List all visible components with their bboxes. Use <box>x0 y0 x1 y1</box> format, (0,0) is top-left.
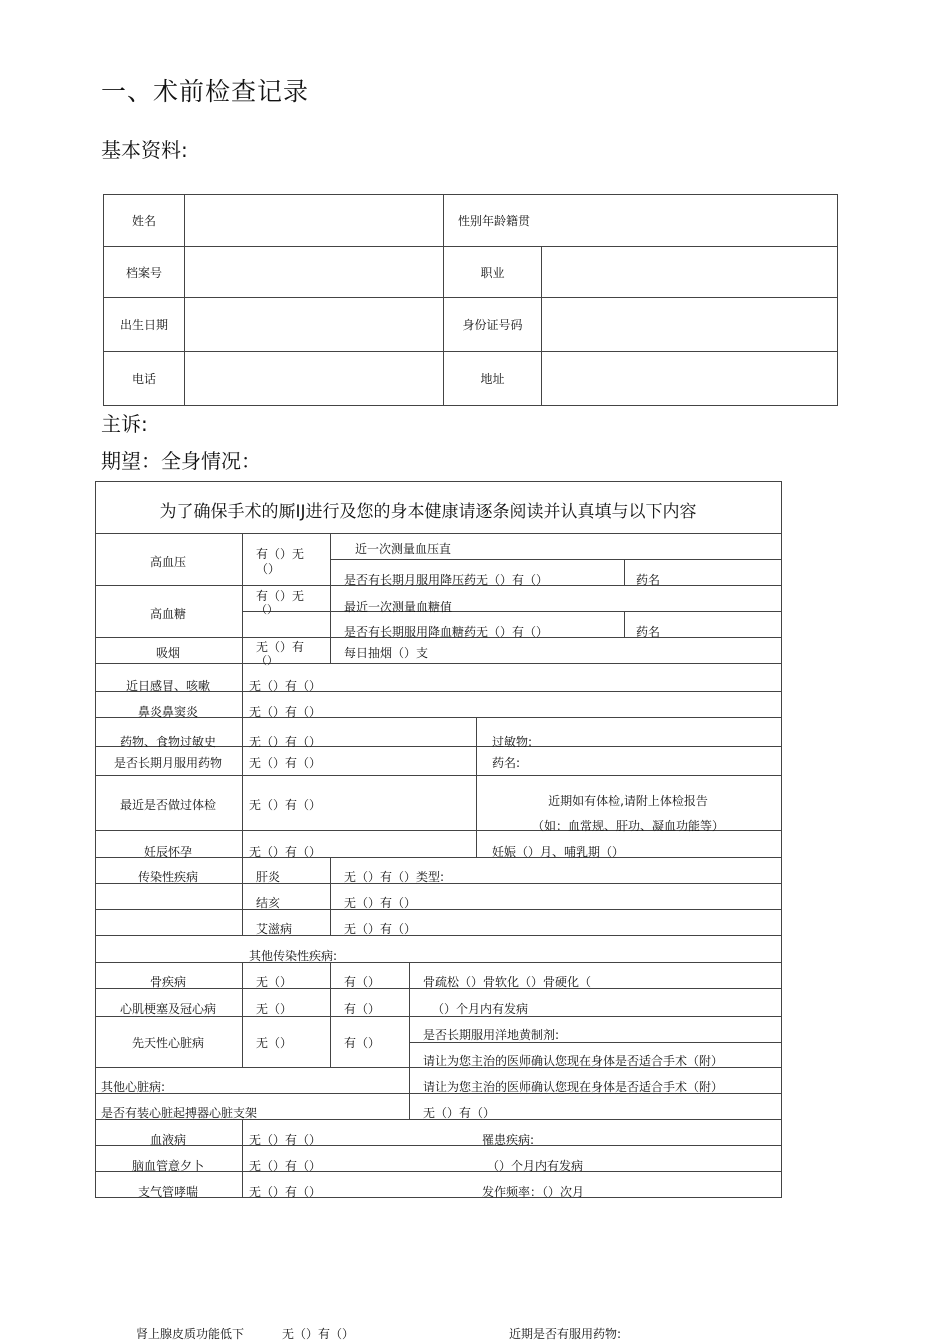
digitalis-label[interactable]: 是否长期服用洋地黄制剂: <box>423 1028 560 1042</box>
infectious-label: 传染性疾病 <box>137 870 199 884</box>
sugar-meds-label[interactable]: 是否有长期服用降血糖药无（）有（） <box>344 625 549 639</box>
bp-recent-label: 近一次测量血压直 <box>355 542 452 556</box>
phone-field[interactable] <box>185 352 444 406</box>
phone-label: 电话 <box>104 352 185 406</box>
recent-exam-label: 最近是否做过体检 <box>119 798 217 812</box>
hepatitis-label: 肝炎 <box>256 870 281 884</box>
sugar-recent-label: 最近一次测量血糖值 <box>344 600 453 614</box>
bp-meds-label[interactable]: 是否有长期月服用降压药无（）有（） <box>344 573 549 587</box>
occupation-field[interactable] <box>542 247 838 298</box>
pregnancy-label: 妊辰怀孕 <box>143 845 193 859</box>
confirm-note-1: 请让为您主治的医师确认您现在身体是否适合手术（附） <box>423 1054 724 1068</box>
chd-yes[interactable]: 有（） <box>344 1036 381 1050</box>
file-no-label: 档案号 <box>104 247 185 298</box>
cold-label: 近日感冒、咳嗽 <box>125 679 211 693</box>
pregnancy-detail[interactable]: 妊娠（）月、哺乳期（） <box>492 845 625 859</box>
tb-label: 结亥 <box>256 896 281 910</box>
suffer-label[interactable]: 罹患疾病: <box>482 1133 535 1147</box>
bone-detail[interactable]: 骨疏松（）骨软化（）骨硬化（ <box>423 975 592 989</box>
birth-date-field[interactable] <box>185 298 444 352</box>
asthma-yesno[interactable]: 无（）有（） <box>249 1185 322 1199</box>
cerebro-detail[interactable]: （）个月内有发病 <box>487 1159 584 1173</box>
blood-label: 血液病 <box>149 1133 187 1147</box>
basic-info-table <box>103 194 838 406</box>
tb-detail[interactable]: 无（）有（） <box>344 896 417 910</box>
address-field[interactable] <box>542 352 838 406</box>
diabetes-paren[interactable]: （） <box>256 603 278 616</box>
smoking-label: 吸烟 <box>155 646 181 660</box>
chd-no[interactable]: 无（） <box>256 1036 293 1050</box>
chief-complaint-label: 主诉: <box>101 412 148 436</box>
page-title: 一、术前检查记录 <box>101 77 310 106</box>
sugar-drug-name-label: 药名 <box>636 625 661 639</box>
allergen-label: 过敏物: <box>492 735 533 749</box>
cerebro-label: 脑血管意夕卜 <box>131 1159 205 1173</box>
bone-yes[interactable]: 有（） <box>344 975 381 989</box>
bone-no[interactable]: 无（） <box>256 975 293 989</box>
other-heart-label[interactable]: 其他心脏病: <box>101 1080 166 1094</box>
hepatitis-detail[interactable]: 无（）有（）类型: <box>344 870 445 884</box>
aids-label: 艾滋病 <box>256 922 293 936</box>
hypertension-label: 高血压 <box>149 555 187 569</box>
gender-age-origin-label: 性别年龄籍贯 <box>444 195 838 247</box>
asthma-label: 支气管哮喘 <box>137 1185 199 1199</box>
asthma-frequency[interactable]: 发作频率：（）次月 <box>482 1185 585 1199</box>
smoking-yesno[interactable]: 无（）有 <box>256 640 305 654</box>
bp-drug-name-label: 药名 <box>636 573 661 587</box>
rhinitis-label: 鼻炎鼻窦炎 <box>137 705 199 719</box>
recent-meds-label[interactable]: 近期是否有服用药物: <box>509 1327 622 1341</box>
id-no-label: 身份证号码 <box>444 298 542 352</box>
file-no-field[interactable] <box>185 247 444 298</box>
smoke-daily-label[interactable]: 每日抽烟（）支 <box>344 646 429 660</box>
adrenal-yesno[interactable]: 无（）有（） <box>282 1327 355 1341</box>
cold-yesno[interactable]: 无（）有（） <box>249 679 322 693</box>
hypertension-yesno[interactable]: 有（）无 <box>256 547 305 561</box>
chd-label: 先天性心脏病 <box>131 1036 205 1050</box>
name-field[interactable] <box>185 195 444 247</box>
name-label: 姓名 <box>104 195 185 247</box>
exam-note-2: （如：血常规、肝功、凝血功能等） <box>531 819 725 833</box>
mi-yes[interactable]: 有（） <box>344 1002 381 1016</box>
drug-names-label: 药名: <box>492 756 521 770</box>
mi-detail[interactable]: （）个月内有发病 <box>432 1002 529 1016</box>
other-infectious-label[interactable]: 其他传染性疾病: <box>249 949 338 963</box>
long-meds-label: 是否长期月服用药物 <box>113 756 223 770</box>
recent-exam-yesno[interactable]: 无（）有（） <box>249 798 322 812</box>
smoking-paren[interactable]: （） <box>256 654 278 667</box>
hypertension-paren[interactable]: （） <box>256 562 281 576</box>
aids-detail[interactable]: 无（）有（） <box>344 922 417 936</box>
basic-info-heading: 基本资料: <box>101 138 188 162</box>
adrenal-label: 肾上腺皮质功能低下 <box>136 1327 245 1341</box>
rhinitis-yesno[interactable]: 无（）有（） <box>249 705 322 719</box>
exam-note-1: 近期如有体检,请附上体检报告 <box>548 794 708 808</box>
bone-label: 骨疾病 <box>149 975 187 989</box>
blood-yesno[interactable]: 无（）有（） <box>249 1133 322 1147</box>
confirm-note-2: 请让为您主治的医师确认您现在身体是否适合手术（附） <box>423 1080 724 1094</box>
cerebro-yesno[interactable]: 无（）有（） <box>249 1159 322 1173</box>
diabetes-yesno[interactable]: 有（）无 <box>256 589 305 603</box>
pacemaker-yesno[interactable]: 无（）有（） <box>423 1106 496 1120</box>
allergy-label: 药物、食物过敏史 <box>119 735 217 749</box>
birth-date-label: 出生日期 <box>104 298 185 352</box>
pregnancy-yesno[interactable]: 无（）有（） <box>249 845 322 859</box>
occupation-label: 职业 <box>444 247 542 298</box>
expectation-label: 期望：全身情况： <box>101 449 261 473</box>
address-label: 地址 <box>444 352 542 406</box>
mi-no[interactable]: 无（） <box>256 1002 293 1016</box>
allergy-yesno[interactable]: 无（）有（） <box>249 735 322 749</box>
pacemaker-label: 是否有装心脏起搏器心脏支架 <box>101 1106 258 1120</box>
id-no-field[interactable] <box>542 298 838 352</box>
questionnaire-banner: 为了确保手术的厮IJ进行及您的身本健康请逐条阅读并认真填与以下内容 <box>159 502 697 522</box>
mi-label: 心肌梗塞及冠心病 <box>119 1002 217 1016</box>
long-meds-yesno[interactable]: 无（）有（） <box>249 756 322 770</box>
diabetes-label: 高血糖 <box>149 607 187 621</box>
